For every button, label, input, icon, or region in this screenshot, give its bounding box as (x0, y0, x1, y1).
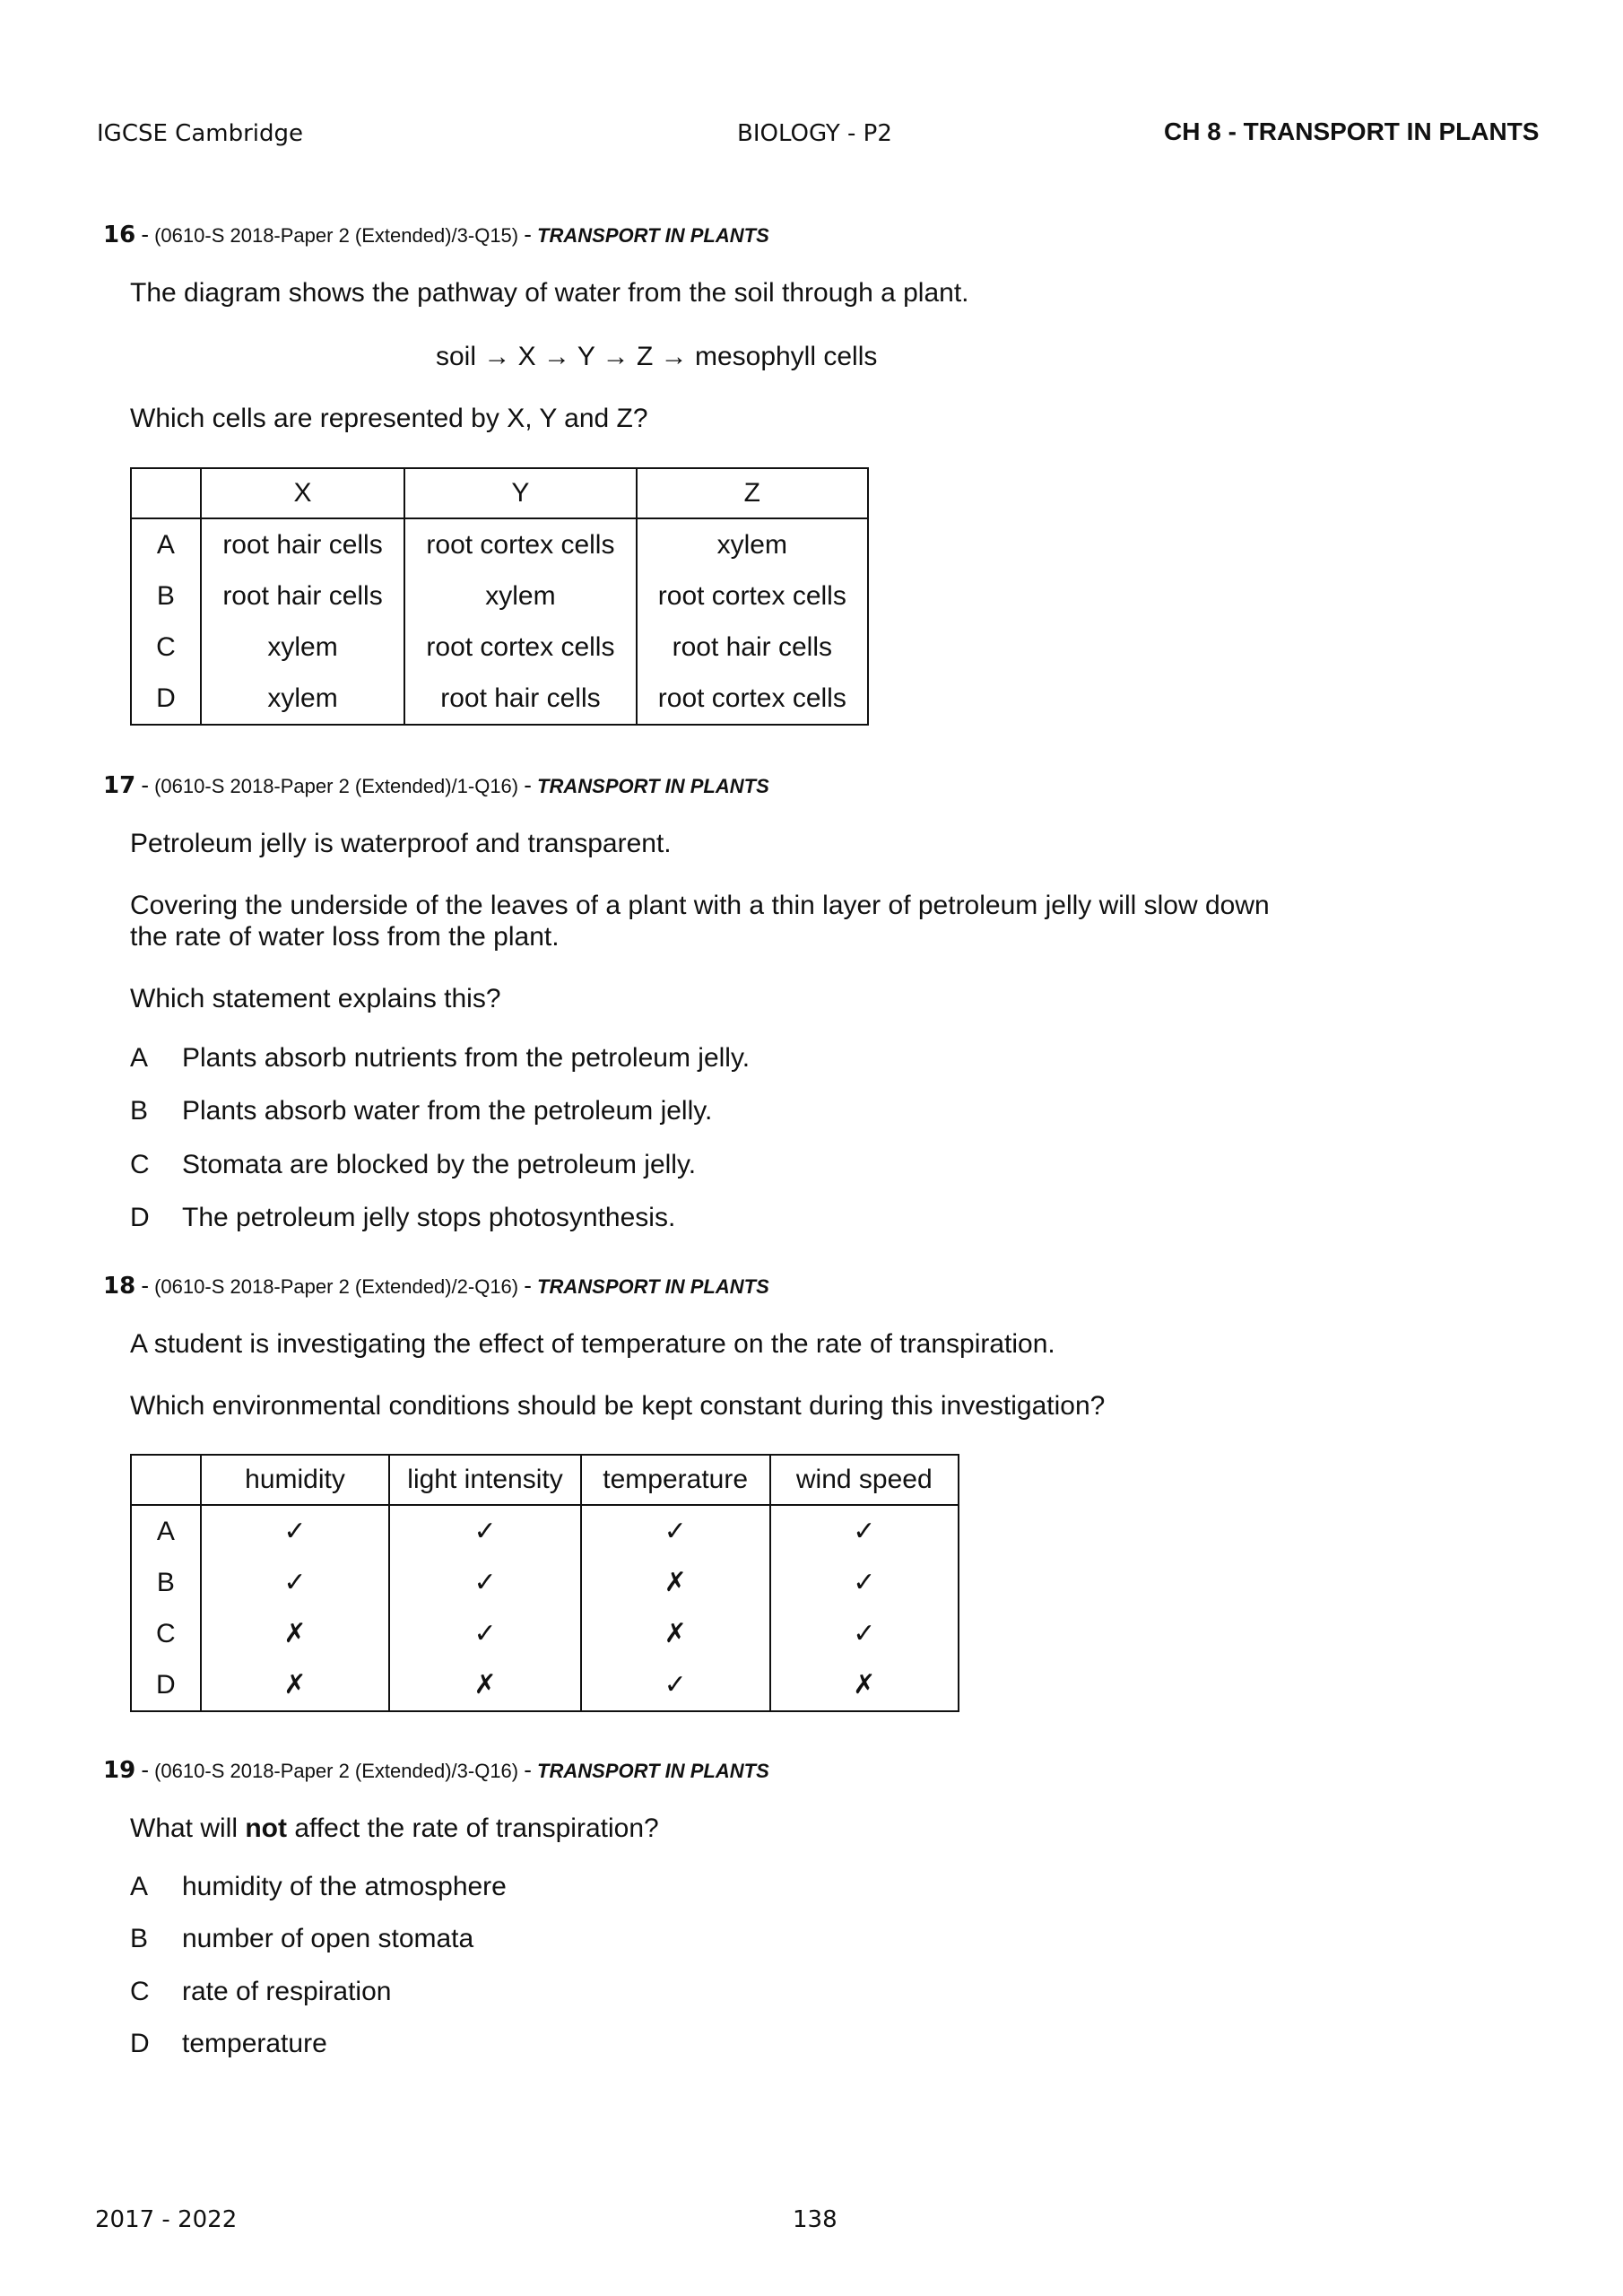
header-cell: temperature (581, 1455, 770, 1505)
water-pathway: soil → X → Y → Z → mesophyll cells (436, 342, 878, 371)
row-letter: B (131, 1557, 201, 1608)
table-cell: xylem (637, 518, 868, 570)
option-text: number of open stomata (182, 1924, 474, 1953)
separator: - (141, 771, 149, 798)
question-source: (0610-S 2018-Paper 2 (Extended)/1-Q16) (154, 775, 519, 797)
header-cell: humidity (201, 1455, 390, 1505)
option-letter: B (130, 1924, 149, 1953)
question-source: (0610-S 2018-Paper 2 (Extended)/3-Q15) (154, 224, 519, 247)
mark-cell: ✗ (581, 1557, 770, 1608)
mark-cell: ✓ (201, 1505, 390, 1557)
question-source: (0610-S 2018-Paper 2 (Extended)/2-Q16) (154, 1275, 519, 1298)
table-row (131, 1505, 959, 1557)
separator: - (141, 1756, 149, 1783)
table-cell: root hair cells (404, 673, 636, 725)
header-cell: Z (637, 468, 868, 518)
table-cell: root hair cells (201, 570, 404, 622)
question-number: 19 (103, 1757, 136, 1784)
mark-cell: ✓ (770, 1608, 959, 1659)
question-18-table (130, 1454, 959, 1712)
separator: - (524, 1756, 532, 1783)
table-header-row (131, 1455, 959, 1505)
question-16-stem: The diagram shows the pathway of water from the soil through a plant. (130, 278, 969, 308)
option-letter: B (130, 1096, 149, 1126)
table-header-row (131, 468, 868, 518)
option-letter: C (130, 1150, 150, 1179)
question-number: 18 (103, 1273, 136, 1300)
question-18-header (103, 1272, 769, 1300)
header-cell: wind speed (770, 1455, 959, 1505)
question-17-header (103, 771, 769, 799)
table-cell: root cortex cells (637, 570, 868, 622)
option-letter: A (130, 1043, 149, 1073)
mark-cell: ✗ (201, 1608, 390, 1659)
mark-cell: ✗ (201, 1659, 390, 1711)
option-letter: C (130, 1977, 150, 2006)
option-text: Plants absorb nutrients from the petroleum jelly. (182, 1043, 751, 1073)
header-center: BIOLOGY - P2 (737, 120, 892, 147)
header-cell (131, 1455, 201, 1505)
question-17-stem: Petroleum jelly is waterproof and transparent. (130, 829, 672, 858)
table-cell: xylem (201, 673, 404, 725)
row-letter: D (131, 673, 201, 725)
table-cell: root cortex cells (637, 673, 868, 725)
header-cell: Y (404, 468, 636, 518)
separator: - (524, 1272, 532, 1299)
mark-cell: ✓ (389, 1505, 581, 1557)
question-18-stem: A student is investigating the effect of temperature on the rate of transpiration. (130, 1329, 1055, 1359)
option-text: Stomata are blocked by the petroleum jelly. (182, 1150, 697, 1179)
mark-cell: ✓ (201, 1557, 390, 1608)
header-chapter: CH 8 - TRANSPORT IN PLANTS (1164, 117, 1540, 145)
separator: - (141, 221, 149, 248)
row-letter: B (131, 570, 201, 622)
table-cell: root hair cells (637, 622, 868, 673)
table-row (131, 518, 868, 570)
table-row (131, 673, 868, 725)
table-row (131, 1659, 959, 1711)
mark-cell: ✗ (581, 1608, 770, 1659)
mark-cell: ✗ (770, 1659, 959, 1711)
question-topic: TRANSPORT IN PLANTS (537, 1760, 769, 1782)
mark-cell: ✓ (770, 1505, 959, 1557)
table-cell: xylem (404, 570, 636, 622)
mark-cell: ✓ (581, 1505, 770, 1557)
question-17-stem-line1: Covering the underside of the leaves of a plant with a thin layer of petroleum jelly will slow down (130, 891, 1270, 920)
table-row (131, 570, 868, 622)
separator: - (524, 221, 532, 248)
option-letter: A (130, 1872, 149, 1901)
footer-years: 2017 - 2022 (95, 2206, 238, 2233)
question-number: 16 (103, 222, 136, 248)
mark-cell: ✓ (389, 1557, 581, 1608)
prompt-emphasis: not (245, 1813, 287, 1843)
option-letter: D (130, 2029, 150, 2058)
question-topic: TRANSPORT IN PLANTS (537, 224, 769, 247)
table-row (131, 1557, 959, 1608)
header-cell (131, 468, 201, 518)
mark-cell: ✓ (581, 1659, 770, 1711)
question-topic: TRANSPORT IN PLANTS (537, 775, 769, 797)
row-letter: A (131, 1505, 201, 1557)
question-16-header (103, 221, 769, 248)
table-cell: root hair cells (201, 518, 404, 570)
question-source: (0610-S 2018-Paper 2 (Extended)/3-Q16) (154, 1760, 519, 1782)
option-text: The petroleum jelly stops photosynthesis. (182, 1203, 676, 1232)
table-cell: root cortex cells (404, 518, 636, 570)
mark-cell: ✓ (770, 1557, 959, 1608)
option-text: temperature (182, 2029, 327, 2058)
question-19-header (103, 1756, 769, 1784)
table-row (131, 622, 868, 673)
header-left: IGCSE Cambridge (97, 120, 304, 147)
option-text: humidity of the atmosphere (182, 1872, 507, 1901)
separator: - (524, 771, 532, 798)
table-cell: xylem (201, 622, 404, 673)
question-17-prompt: Which statement explains this? (130, 984, 501, 1013)
row-letter: C (131, 1608, 201, 1659)
option-letter: D (130, 1203, 150, 1232)
option-text: rate of respiration (182, 1977, 392, 2006)
row-letter: C (131, 622, 201, 673)
question-19-prompt (130, 1813, 659, 1844)
question-number: 17 (103, 772, 136, 799)
question-16-prompt: Which cells are represented by X, Y and Z? (130, 404, 648, 433)
page-number: 138 (793, 2206, 838, 2233)
table-cell: root cortex cells (404, 622, 636, 673)
prompt-text: affect the rate of transpiration? (287, 1813, 659, 1843)
separator: - (141, 1272, 149, 1299)
prompt-text: What will (130, 1813, 246, 1843)
question-17-stem-line2: the rate of water loss from the plant. (130, 922, 560, 952)
question-16-table (130, 467, 869, 726)
row-letter: D (131, 1659, 201, 1711)
header-cell: X (201, 468, 404, 518)
question-topic: TRANSPORT IN PLANTS (537, 1275, 769, 1298)
question-18-prompt: Which environmental conditions should be kept constant during this investigation? (130, 1391, 1106, 1421)
mark-cell: ✓ (389, 1608, 581, 1659)
table-row (131, 1608, 959, 1659)
option-text: Plants absorb water from the petroleum jelly. (182, 1096, 713, 1126)
mark-cell: ✗ (389, 1659, 581, 1711)
row-letter: A (131, 518, 201, 570)
header-cell: light intensity (389, 1455, 581, 1505)
